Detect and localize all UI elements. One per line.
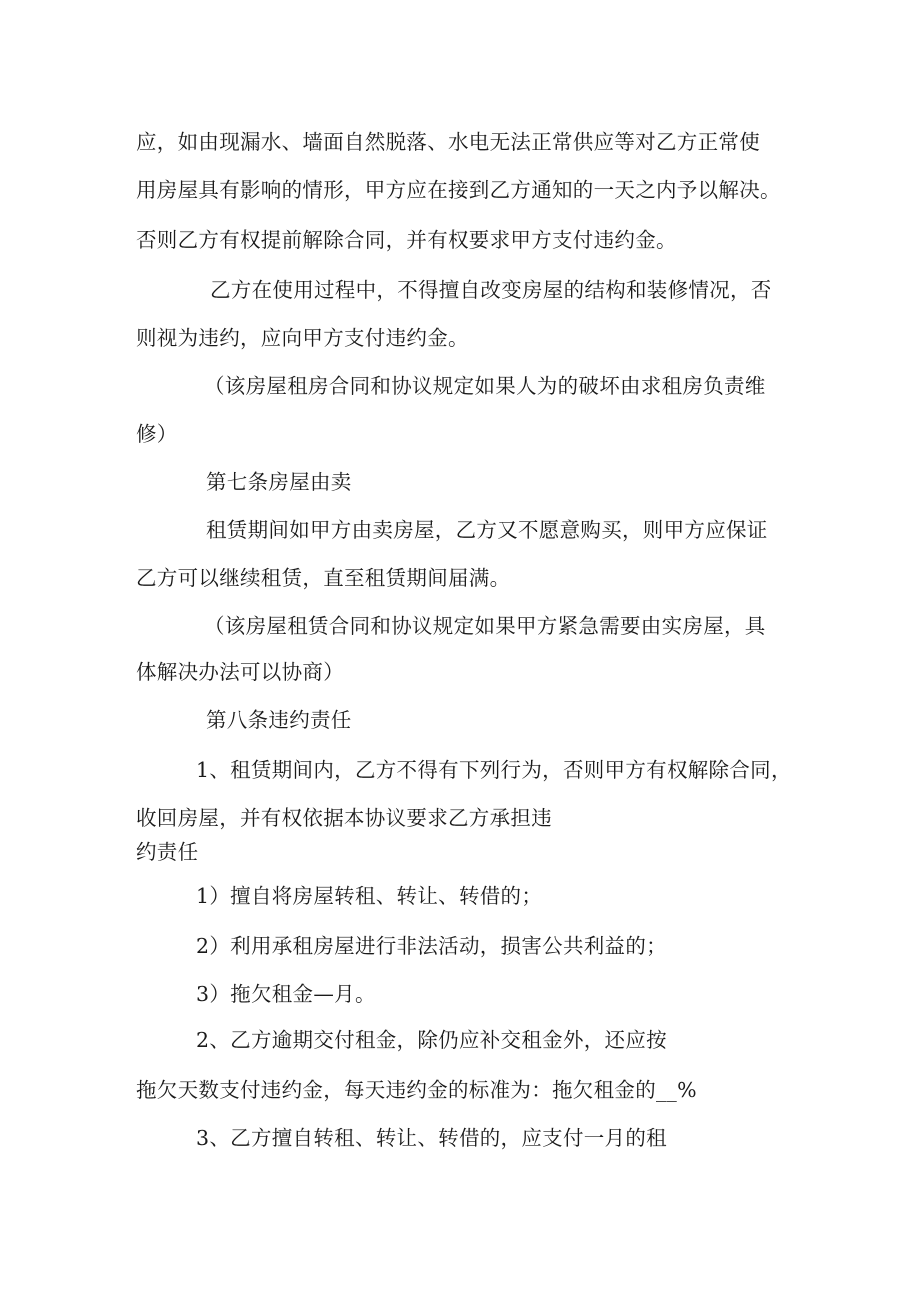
text-line: 否则乙方有权提前解除合同，并有权要求甲方支付违约金。 <box>136 228 677 252</box>
text-line: 乙方在使用过程中，不得擅自改变房屋的结构和装修情况，否 <box>210 278 772 302</box>
list-item: 2）利用承租房屋进行非法活动，损害公共利益的； <box>196 934 667 958</box>
text-line: 拖欠天数支付违约金，每天违约金的标准为：拖欠租金的__% <box>136 1078 697 1102</box>
text-line: （该房屋租房合同和协议规定如果人为的破坏由求租房负责维 <box>204 374 766 398</box>
text-line: 修） <box>136 422 178 446</box>
text-line: 则视为违约，应向甲方支付违约金。 <box>136 326 469 350</box>
text-line: 用房屋具有影响的情形，甲方应在接到乙方通知的一天之内予以解决。 <box>136 178 781 202</box>
section-heading: 第八条违约责任 <box>206 708 352 732</box>
text-line: 体解决办法可以协商） <box>136 660 344 684</box>
text-line: 约责任 <box>136 840 199 864</box>
text-line: 2、乙方逾期交付租金，除仍应补交租金外，还应按 <box>196 1028 667 1052</box>
list-item: 3）拖欠租金—月。 <box>196 982 376 1006</box>
text-line: 乙方可以继续租赁，直至租赁期间届满。 <box>136 566 511 590</box>
text-line: 3、乙方擅自转租、转让、转借的，应支付一月的租 <box>196 1126 667 1150</box>
section-heading: 第七条房屋由卖 <box>206 470 352 494</box>
list-item: 1）擅自将房屋转租、转让、转借的； <box>196 884 543 908</box>
text-line: 应，如由现漏水、墙面自然脱落、水电无法正常供应等对乙方正常使 <box>136 130 760 154</box>
text-line: 1、租赁期间内，乙方不得有下列行为，否则甲方有权解除合同， <box>196 758 792 782</box>
text-line: 租赁期间如甲方由卖房屋，乙方又不愿意购买，则甲方应保证 <box>206 518 768 542</box>
text-line: （该房屋租赁合同和协议规定如果甲方紧急需要由实房屋，具 <box>204 614 766 638</box>
text-line: 收回房屋，并有权依据本协议要求乙方承担违 <box>136 806 552 830</box>
